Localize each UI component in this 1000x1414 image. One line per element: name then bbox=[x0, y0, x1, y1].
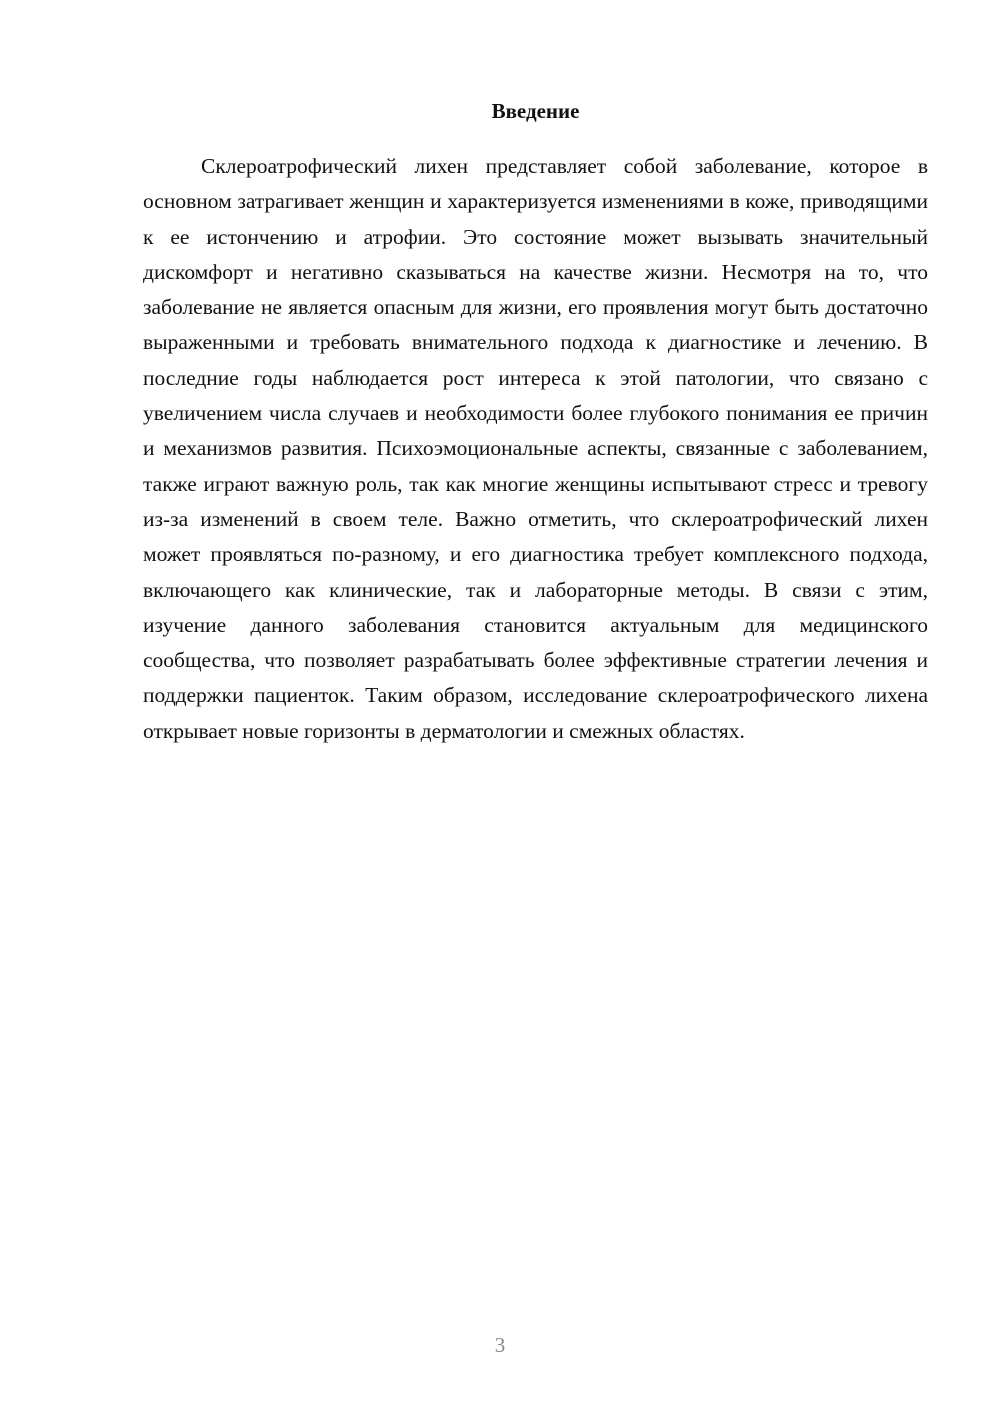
page-number: 3 bbox=[494, 1333, 506, 1357]
body-paragraph: Склероатрофический лихен представляет собой заболевание, которое в основном затрагивает женщин и характеризуется изменениями в коже, приводящими к ее истончению и атрофии. Это состояние может вызывать значительный дискомфорт и негативно сказываться на качестве жизни. Несмотря на то, что заболевание не является опасным для жизни, его проявления могут быть достаточно выраженными и требовать внимательного подхода к диагностике и лечению. В последние годы наблюдается рост интереса к этой патологии, что связано с увеличением числа случаев и необходимости более глубокого понимания ее причин и механизмов развития. Психоэмоциональные аспекты, связанные с заболеванием, также играют важную роль, так как многие женщины испытывают стресс и тревогу из-за изменений в своем теле. Важно отметить, что склероатрофический лихен может проявляться по-разному, и его диагностика требует комплексного подхода, включающего как клинические, так и лабораторные методы. В связи с этим, изучение данного заболевания становится актуальным для медицинского сообщества, что позволяет разрабатывать более эффективные стратегии лечения и поддержки пациенток. Таким образом, исследование склероатрофического лихена открывает новые горизонты в дерматологии и смежных областях. bbox=[143, 154, 928, 743]
page-content bbox=[143, 97, 928, 749]
section-heading: Введение bbox=[491, 99, 580, 123]
